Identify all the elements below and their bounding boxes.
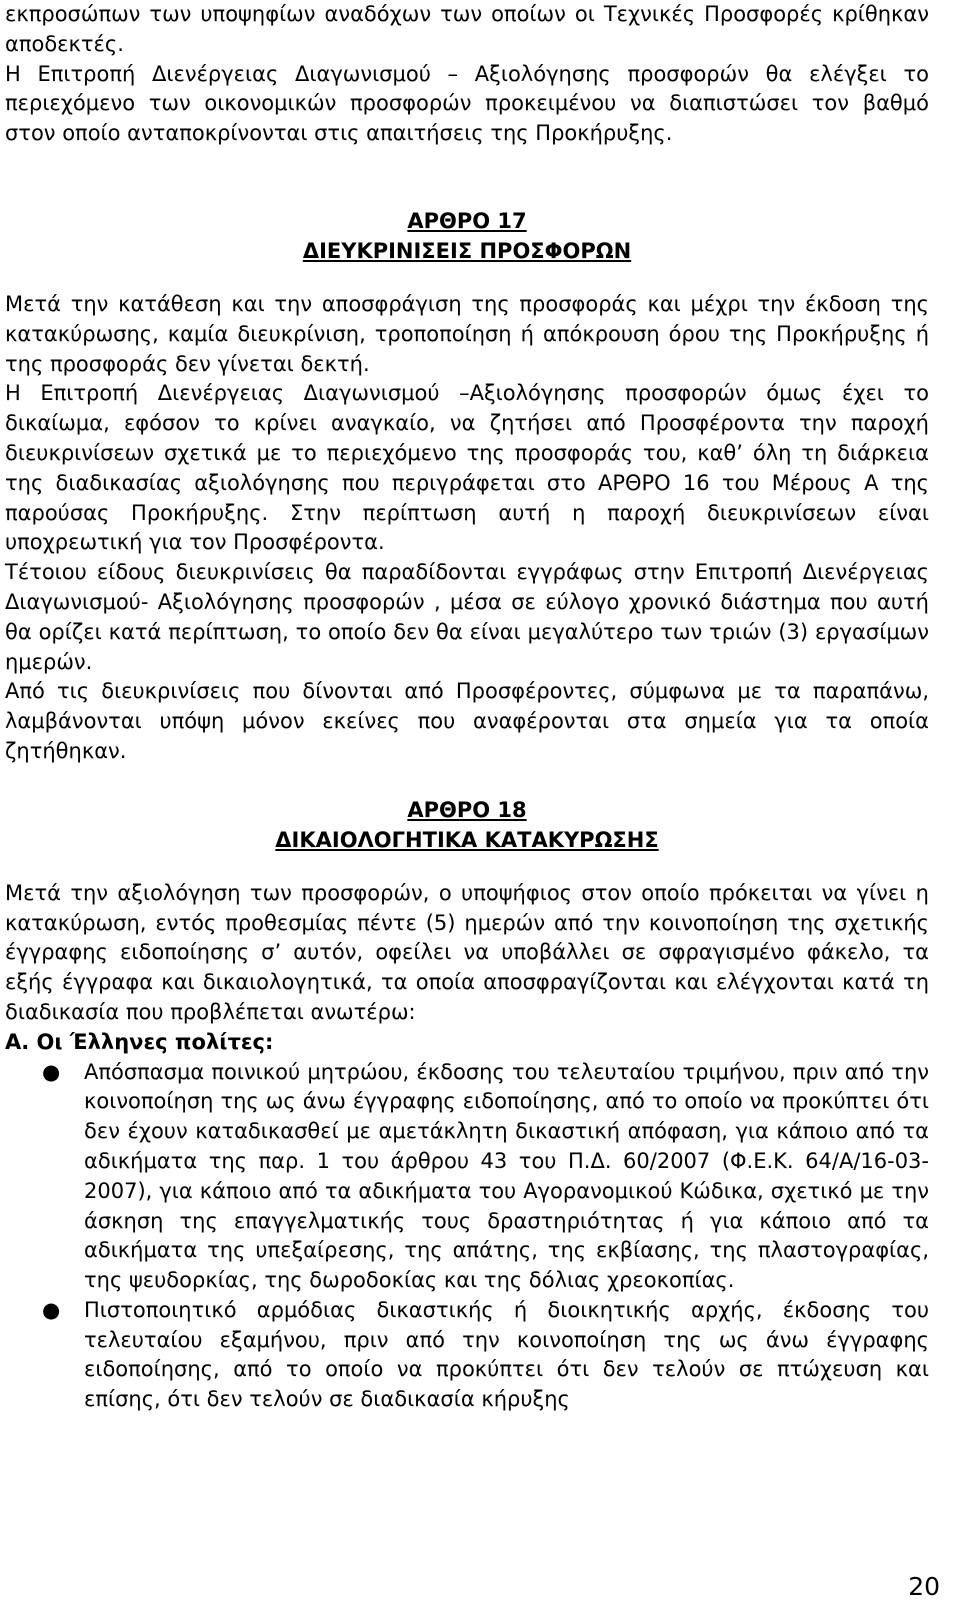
paragraph: Μετά την κατάθεση και την αποσφράγιση της προσφοράς και μέχρι την έκδοση της κατακύρωσης, καμία διευκρίνιση, τροποποίηση ή απόκρουση όρου της Προκήρυξης ή της προσφοράς δεν γίνεται δεκτή. [5, 291, 929, 376]
paragraph: Από τις διευκρινίσεις που δίνονται από Προσφέροντες, σύμφωνα με τα παραπάνω, λαμβάνονται υπόψη μόνον εκείνες που αναφέρονται στα σημεία για τα οποία ζητήθηκαν. [5, 679, 929, 763]
bullet-icon: ● [42, 1297, 61, 1322]
paragraph: Μετά την αξιολόγηση των προσφορών, ο υποψήφιος στον οποίο πρόκειται να γίνει η κατακύρωση, εντός προθεσμίας πέντε (5) ημερών από την κοινοποίηση της σχετικής έγγραφης ειδοποίησης σ’ αυτόν, οφείλει να υποβάλλει σε σφραγισμένο φάκελο, τα εξής έγγραφα και δικαιολογητικά, τα οποία αποσφραγίζονται και ελέγχονται κατά τη διαδικασία που προβλέπεται ανωτέρω: [5, 880, 929, 1024]
list-item-text: Πιστοποιητικό αρμόδιας δικαστικής ή διοικητικής αρχής, έκδοσης του τελευταίου εξαμήνου, πριν από την κοινοποίηση της ως άνω έγγραφης ειδοποίησης, από το οποίο να προκύπτει ότι δεν τελούν σε πτώχευση και επίσης, ότι δεν τελούν σε διαδικασία κήρυξης [84, 1297, 929, 1412]
document-page [5, 0, 929, 1415]
page-number: 20 [908, 1572, 940, 1601]
bullet-list [5, 1058, 929, 1416]
list-item-text: Απόσπασμα ποινικού μητρώου, έκδοσης του τελευταίου τριμήνου, πριν από την κοινοποίηση της ως άνω έγγραφης ειδοποίησης, από το οποίο να προκύπτει ότι δεν έχουν καταδικασθεί με αμετάκλητη δικαστική απόφαση, για κάποιο από τα αδικήματα της παρ. 1 του άρθρου 43 του Π.Δ. 60/2007 (Φ.Ε.Κ. 64/Α/16-03-2007), για κάποιο από τα αδικήματα του Αγορανομικού Κώδικα, σχετικό με την άσκηση της επαγγελματικής τους δραστηριότητας ή για κάποιο από τα αδικήματα της υπεξαίρεσης, της απάτης, της εκβίασης, της πλαστογραφίας, της ψευδορκίας, της δωροδοκίας και της δόλιας χρεοκοπίας. [84, 1059, 929, 1293]
article-17-number: ΑΡΘΡΟ 17 [407, 208, 527, 233]
paragraph: Η Επιτροπή Διενέργειας Διαγωνισμού – Αξιολόγησης προσφορών θα ελέγξει το περιεχόμενο των οικονομικών προσφορών προκειμένου να διαπιστώσει τον βαθμό στον οποίο ανταποκρίνονται στις απαιτήσεις της Προκήρυξης. [5, 61, 929, 146]
paragraph: Η Επιτροπή Διενέργειας Διαγωνισμού –Αξιολόγησης προσφορών όμως έχει το δικαίωμα, εφόσον το κρίνει αναγκαίο, να ζητήσει από Προσφέροντα την παροχή διευκρινίσεων σχετικά με το περιεχόμενο της προσφοράς του, καθ’ όλη τη διάρκεια της διαδικασίας αξιολόγησης που περιγράφεται στο ΑΡΘΡΟ 16 του Μέρους Α της παρούσας Προκήρυξης. Στην περίπτωση αυτή η παροχή διευκρινίσεων είναι υποχρεωτική για τον Προσφέροντα. [5, 381, 929, 555]
bullet-icon: ● [42, 1059, 61, 1084]
paragraph: Τέτοιου είδους διευκρινίσεις θα παραδίδονται εγγράφως στην Επιτροπή Διενέργειας Διαγωνισμού- Αξιολόγησης προσφορών , μέσα σε εύλογο χρονικό διάστημα που αυτή θα ορίζει κατά περίπτωση, το οποίο δεν θα είναι μεγαλύτερο των τριών (3) εργασίμων ημερών. [5, 560, 929, 674]
paragraph: εκπροσώπων των υποψηφίων αναδόχων των οποίων οι Τεχνικές Προσφορές κρίθηκαν αποδεκτές. [5, 2, 929, 56]
article-17-title: ΔΙΕΥΚΡΙΝΙΣΕΙΣ ΠΡΟΣΦΟΡΩΝ [302, 238, 632, 263]
article-18-title: ΔΙΚΑΙΟΛΟΓΗΤΙΚΑ ΚΑΤΑΚΥΡΩΣΗΣ [275, 827, 659, 852]
article-18-number: ΑΡΘΡΟ 18 [407, 797, 527, 822]
section-subheading: Α. Οι Έλληνες πολίτες: [5, 1029, 274, 1054]
list-item [5, 1296, 929, 1415]
list-item [5, 1058, 929, 1296]
article-17-heading [5, 206, 929, 266]
article-18-heading [5, 795, 929, 855]
